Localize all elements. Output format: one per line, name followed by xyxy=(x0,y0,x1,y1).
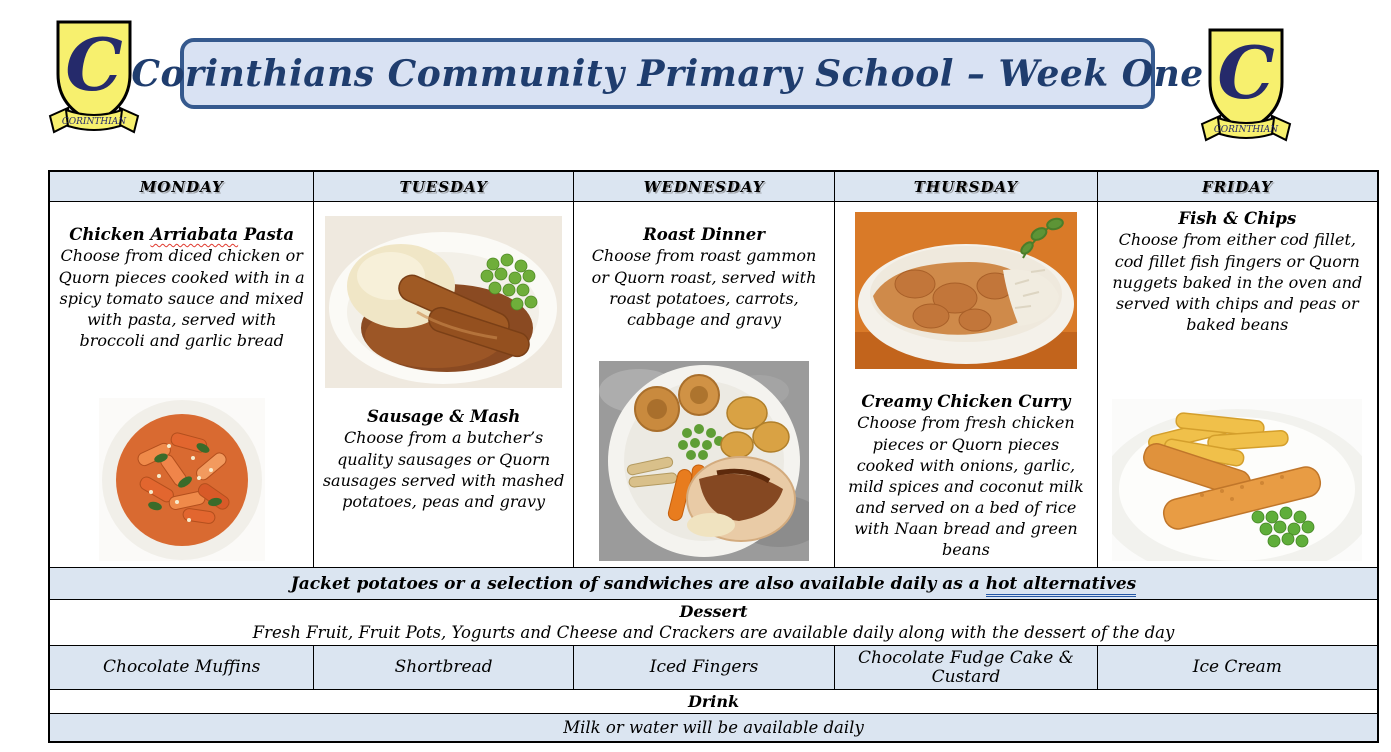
dessert-items-row xyxy=(50,646,1377,690)
chicken-curry-photo xyxy=(855,212,1077,369)
daily-alternative-text: Jacket potatoes or a selection of sandwiches are also available daily as a hot alternatives xyxy=(291,574,1136,594)
friday-meal-cell xyxy=(1098,202,1377,567)
penne-pasta-photo xyxy=(99,398,265,561)
wednesday-meal-description: Choose from roast gammon or Quorn roast, served with roast potatoes, carrots, cabbage and gravy xyxy=(591,246,817,329)
weekly-menu-table xyxy=(48,170,1379,743)
drink-note: Milk or water will be available daily xyxy=(563,718,864,737)
tuesday-meal-description: Choose from a butcher’s quality sausages or Quorn sausages served with mashed potatoes, peas and gravy xyxy=(322,428,565,511)
wednesday-meal-title: Roast Dinner xyxy=(643,225,765,244)
hot-alternatives-underlined: hot alternatives xyxy=(986,574,1137,597)
day-header-tuesday: TUESDAY xyxy=(314,172,573,201)
monday-meal-description: Choose from diced chicken or Quorn pieces cooked with in a spicy tomato sauce and mixed with pasta, served with broccoli and garlic bread xyxy=(58,246,305,350)
monday-meal-title: Chicken Arriabata Pasta xyxy=(69,225,295,244)
monday-meal-cell xyxy=(50,202,314,567)
drink-heading-row xyxy=(50,690,1377,714)
crest-banner-text: CORINTHIAN xyxy=(1213,125,1279,135)
dessert-note: Fresh Fruit, Fruit Pots, Yogurts and Cheese and Crackers are available daily along with the dessert of the day xyxy=(252,623,1175,643)
page-title: Corinthians Community Primary School – Week One xyxy=(131,52,1204,95)
friday-meal-title: Fish & Chips xyxy=(1178,209,1297,228)
school-crest-logo-left xyxy=(44,12,144,140)
meals-row xyxy=(50,202,1377,568)
drink-note-row xyxy=(50,714,1377,741)
svg-text:C: C xyxy=(1217,30,1275,115)
school-crest-logo-right xyxy=(1196,20,1296,148)
dessert-item-friday: Ice Cream xyxy=(1098,646,1377,689)
tuesday-meal-title: Sausage & Mash xyxy=(366,407,521,426)
day-header-friday: FRIDAY xyxy=(1098,172,1377,201)
roast-dinner-photo xyxy=(599,361,809,561)
day-header-row xyxy=(50,172,1377,202)
dessert-item-wednesday: Iced Fingers xyxy=(574,646,835,689)
dessert-heading-row xyxy=(50,600,1377,646)
dessert-item-tuesday: Shortbread xyxy=(314,646,573,689)
wednesday-meal-cell xyxy=(574,202,835,567)
drink-heading: Drink xyxy=(687,692,740,711)
crest-banner-text: CORINTHIAN xyxy=(61,117,127,127)
day-header-wednesday: WEDNESDAY xyxy=(574,172,835,201)
friday-meal-description: Choose from either cod fillet, cod fillet fish fingers or Quorn nuggets baked in the oven and served with chips and peas or baked beans xyxy=(1112,230,1363,334)
day-header-thursday: THURSDAY xyxy=(835,172,1097,201)
dessert-item-monday: Chocolate Muffins xyxy=(50,646,314,689)
dessert-item-thursday: Chocolate Fudge Cake & Custard xyxy=(835,646,1097,689)
tuesday-meal-cell xyxy=(314,202,573,567)
thursday-meal-description: Choose from fresh chicken pieces or Quorn pieces cooked with onions, garlic, mild spices and coconut milk and served on a bed of rice with Naan bread and green beans xyxy=(848,413,1084,560)
thursday-meal-cell xyxy=(835,202,1097,567)
day-header-monday: MONDAY xyxy=(50,172,314,201)
title-banner xyxy=(131,38,1204,109)
dessert-heading: Dessert xyxy=(679,601,748,621)
thursday-meal-title: Creamy Chicken Curry xyxy=(861,392,1071,411)
daily-alternative-row xyxy=(50,568,1377,600)
sausage-and-mash-photo xyxy=(325,216,562,388)
svg-text:C: C xyxy=(65,22,123,107)
misspelled-word: Arriabata xyxy=(150,225,239,244)
fish-and-chips-photo xyxy=(1112,399,1362,561)
